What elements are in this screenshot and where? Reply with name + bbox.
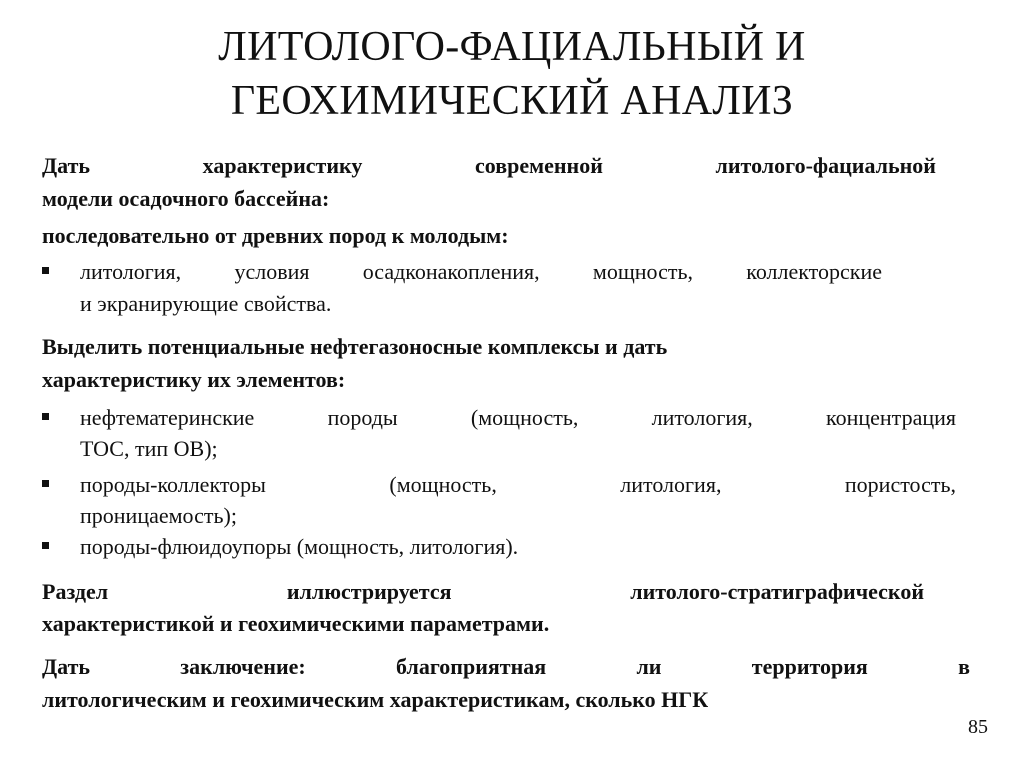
section4-line-2: литологическим и геохимическим характеристикам, сколько НГК [42,687,709,712]
bullet-line-2: и экранирующие свойства. [80,291,332,316]
section1-line-1: Дать характеристику современной литолого-фациальной [42,153,936,178]
section3-line-1: Раздел иллюстрируется литолого-стратиграфической [42,579,924,604]
slide-title [0,20,1024,128]
bullet-line-1: породы-флюидоупоры (мощность, литология). [80,534,519,559]
bullet-line-2: ТОС, тип ОВ); [80,436,218,461]
page-number: 85 [968,716,988,738]
bullet-marker [42,413,49,420]
bullet-line-1: породы-коллекторы (мощность, литология, пористость, [80,472,956,497]
section4-line-1: Дать заключение: благоприятная ли территория в [42,654,970,679]
section1-line-2: модели осадочного бассейна: [42,186,330,211]
title-line-2: ГЕОХИМИЧЕСКИЙ АНАЛИЗ [230,78,794,124]
bullet-marker [42,542,49,549]
bullet-line-1: нефтематеринские породы (мощность, литология, концентрация [80,405,956,430]
bullet-marker [42,267,49,274]
section2-line-1: Выделить потенциальные нефтегазоносные комплексы и дать [42,334,668,359]
bullet-line-1: литология, условия осадконакопления, мощность, коллекторские [80,259,882,284]
bullet-marker [42,480,49,487]
section2-line-2: характеристику их элементов: [42,367,346,392]
section1-line-3: последовательно от древних пород к молодым: [42,223,509,248]
title-line-1: ЛИТОЛОГО-ФАЦИАЛЬНЫЙ И [218,24,806,70]
bullet-line-2: проницаемость); [80,503,237,528]
section3-line-2: характеристикой и геохимическими параметрами. [42,611,550,636]
